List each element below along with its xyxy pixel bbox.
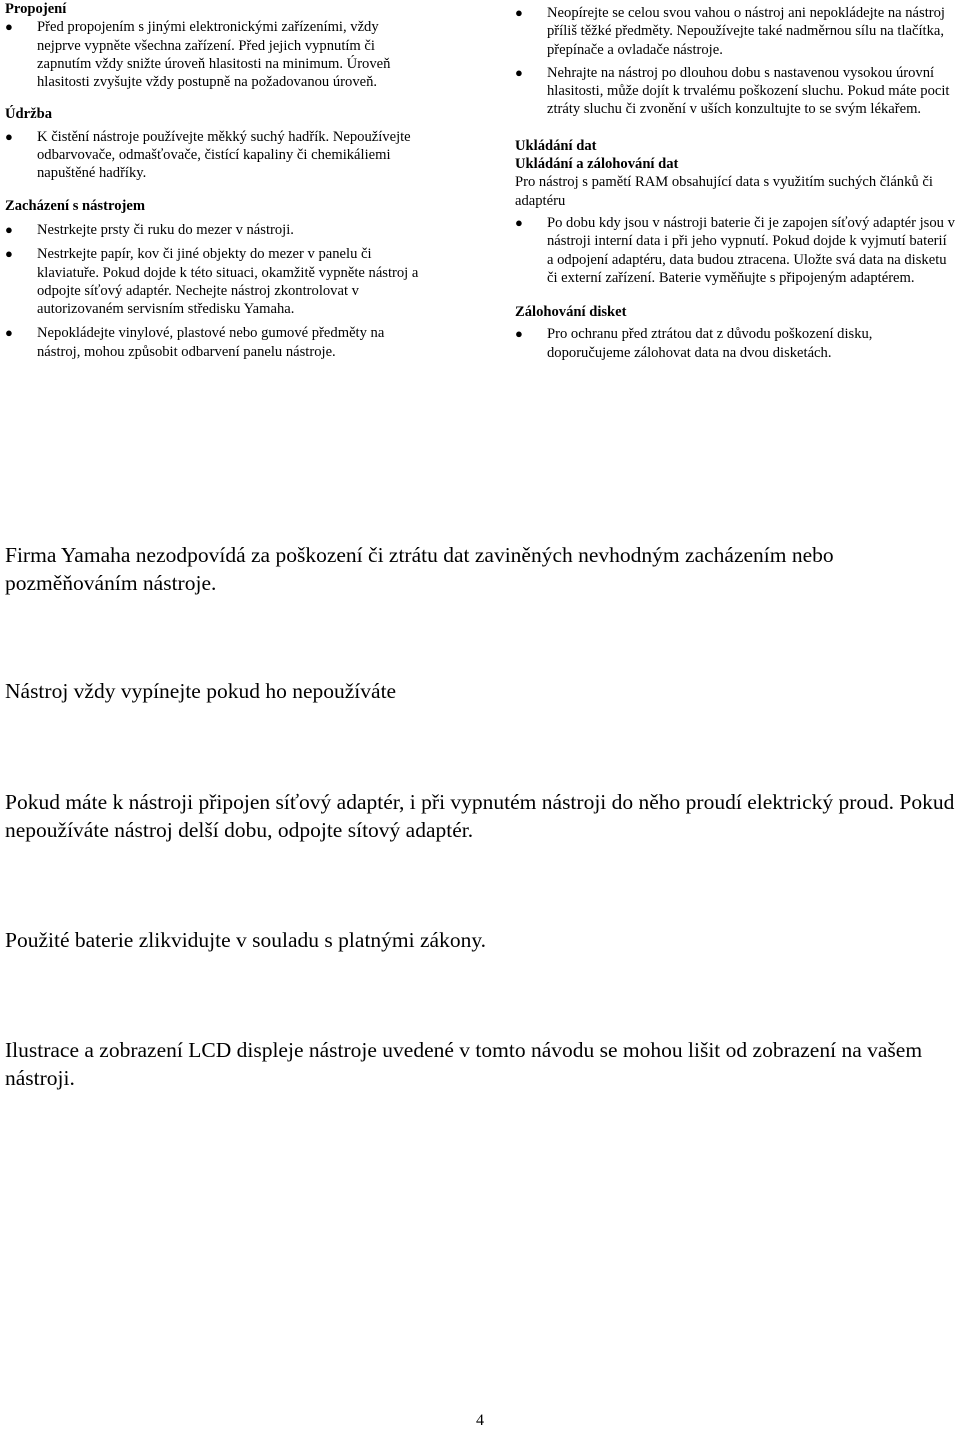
- list-udrzba: [5, 128, 425, 183]
- bullet-icon: ●: [5, 246, 13, 262]
- section-heading-ukladani-dat: Ukládání dat: [515, 137, 597, 154]
- list-item-text: Nestrkejte prsty či ruku do mezer v nástroji.: [37, 221, 294, 238]
- bullet-icon: ●: [515, 214, 523, 230]
- bullet-icon: ●: [5, 325, 13, 341]
- bullet-icon: ●: [515, 5, 523, 20]
- list-item: [515, 325, 955, 362]
- section-heading-zachazeni: Zacházení s nástrojem: [5, 197, 145, 214]
- list-item-text: K čistění nástroje používejte měkký suchý hadřík. Nepoužívejte odbarvovače, odmašťovače, čistící kapaliny či chemikáliemi napuštěné hadříky.: [37, 128, 411, 182]
- list-item-text: Nepokládejte vinylové, plastové nebo gumové předměty na nástroj, mohou způsobit odbarvení panelu nástroje.: [37, 325, 385, 360]
- notice-adapter-current: Pokud máte k nástroji připojen síťový adaptér, i při vypnutém nástroji do něho proudí elektrický proud. Pokud nepoužíváte nástroj delší dobu, odpojte sítový adaptér.: [5, 790, 955, 842]
- bullet-icon: ●: [5, 221, 13, 237]
- bullet-icon: ●: [515, 326, 523, 342]
- list-item-text: Neopírejte se celou svou vahou o nástroj ani nepokládejte na nástroj příliš těžké předměty. Nepoužívejte také nadměrnou sílu na tlačítka, přepínače a ovladače nástroje.: [547, 5, 945, 58]
- list-item-text: Nestrkejte papír, kov či jiné objekty do mezer v panelu či klaviatuře. Pokud dojde k této situaci, okamžitě vypněte nástroj a odpojte síťový adaptér. Nechejte nástroj zkontrolovat v autorizovaném servisním středisku Yamaha.: [37, 246, 419, 318]
- ram-note-text: Pro nástroj s pamětí RAM obsahující data s využitím suchých článků či adaptéru: [515, 174, 933, 209]
- list-item-text: Nehrajte na nástroj po dlouhou dobu s nastavenou vysokou úrovní hlasitosti, může dojít k trvalému poškození sluchu. Pokud máte pocit ztráty sluchu či zvonění v uších konzultujte to se svým lékařem.: [547, 64, 950, 118]
- list-item: [5, 128, 425, 183]
- list-item: [5, 18, 425, 91]
- list-item-text: Po dobu kdy jsou v nástroji baterie či je zapojen síťový adaptér jsou v nástroji interní data i při jeho vypnutí. Pokud dojde k vyjmutí baterií a odpojení adaptéru, data budou ztracena. Uložte svá data na disketu či externí zařízení. Baterie vyměňujte s připojeným adaptérem.: [547, 214, 955, 286]
- list-item: [515, 214, 955, 287]
- list-diskety: [515, 325, 955, 362]
- list-item: [515, 64, 955, 119]
- list-item: [5, 324, 425, 361]
- list-handling-continued: [515, 4, 955, 119]
- list-item: [5, 245, 425, 318]
- list-item: [515, 4, 955, 59]
- list-item-text: Pro ochranu před ztrátou dat z důvodu poškození disku, doporučujeme zálohovat data na dvou disketách.: [547, 326, 873, 361]
- bullet-icon: ●: [5, 19, 13, 35]
- right-column: [515, 0, 955, 362]
- left-column: [5, 0, 425, 367]
- section-heading-udrzba: Údržba: [5, 106, 53, 123]
- notice-battery-disposal: Použité baterie zlikvidujte v souladu s platnými zákony.: [5, 928, 487, 952]
- list-item-text: Před propojením s jinými elektronickými zařízeními, vždy nejprve vypněte všechna zařízení. Před jejich vypnutím či zapnutím vždy snižte úroveň hlasitosti na minimum. Úroveň hlasitosti zvyšujte vždy postupně na požadovanou úroveň.: [37, 19, 391, 91]
- bullet-icon: ●: [5, 128, 13, 144]
- bullet-icon: ●: [515, 64, 523, 80]
- notice-turn-off: Nástroj vždy vypínejte pokud ho nepoužíváte: [5, 679, 397, 703]
- notice-data-loss: Firma Yamaha nezodpovídá za poškození či ztrátu dat zaviněných nevhodným zacházením nebo pozměňováním nástroje.: [5, 543, 834, 595]
- list-item: [5, 221, 425, 239]
- list-ukladani: [515, 214, 955, 287]
- list-propojeni: [5, 18, 425, 91]
- section-heading-zalohovani-disket: Zálohování disket: [515, 304, 627, 321]
- section-heading-propojeni: Propojení: [5, 1, 67, 17]
- list-zachazeni: [5, 221, 425, 361]
- subheading-ukladani-zalohovani: Ukládání a zálohování dat: [515, 156, 679, 173]
- notice-lcd-illustration: Ilustrace a zobrazení LCD displeje nástroje uvedené v tomto návodu se mohou lišit od zobrazení na vašem nástroji.: [5, 1038, 923, 1090]
- page-number: 4: [476, 1412, 484, 1429]
